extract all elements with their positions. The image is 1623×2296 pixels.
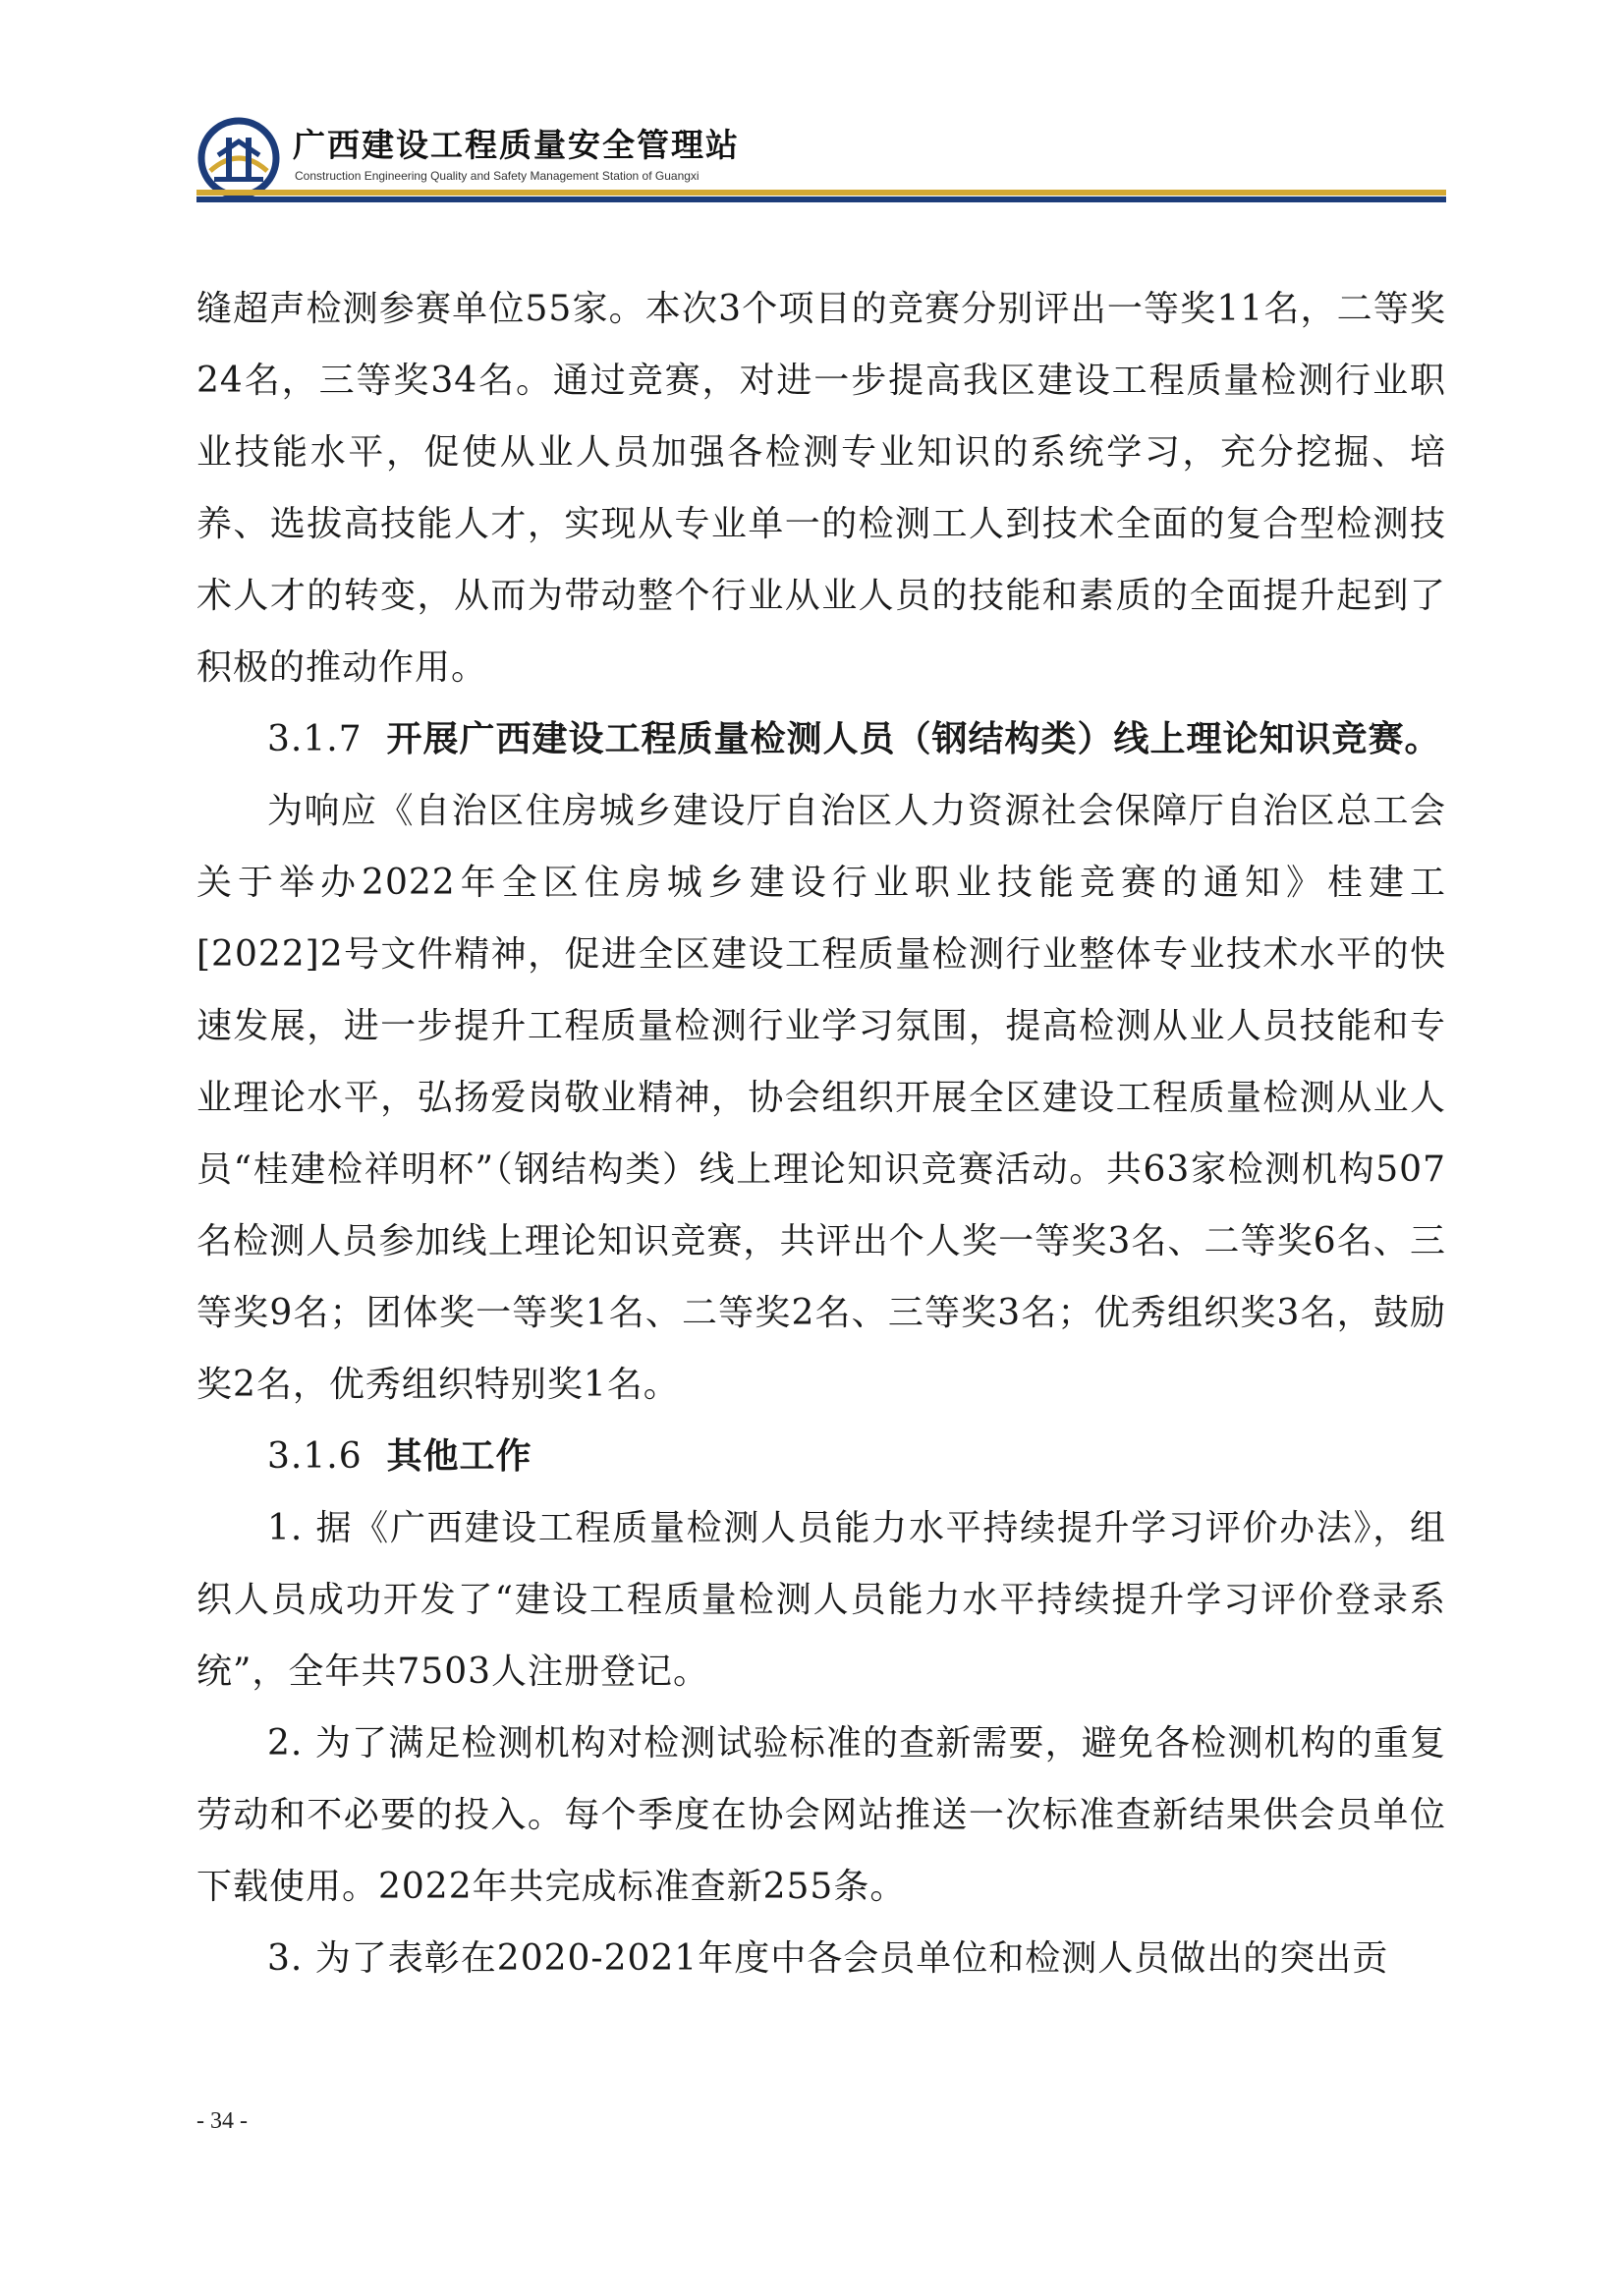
list-paragraph: 2. 为了满足检测机构对检测试验标准的查新需要，避免各检测机构的重复劳动和不必要的投入。每个季度在协会网站推送一次标准查新结果供会员单位下载使用。2022年共完成标准查新255条。 <box>196 1723 1446 1907</box>
org-name: 广西建设工程质量安全管理站 <box>293 126 740 164</box>
list-paragraph: 1. 据《广西建设工程质量检测人员能力水平持续提升学习评价办法》，组织人员成功开发了“建设工程质量检测人员能力水平持续提升学习评价登录系统”，全年共7503人注册登记。 <box>196 1508 1446 1692</box>
section-heading-3-1-7 <box>196 703 1446 775</box>
header-rule-navy <box>196 196 1446 202</box>
org-name-english: Construction Engineering Quality and Safety Management Station of Guangxi <box>295 169 700 183</box>
header-rule-gold <box>196 190 1446 196</box>
page-content <box>196 273 1446 1994</box>
section-number: 3.1.6 <box>267 1436 363 1477</box>
page-header <box>196 108 1446 206</box>
section-heading-3-1-6 <box>196 1421 1446 1492</box>
section-title: 开展广西建设工程质量检测人员（钢结构类）线上理论知识竞赛。 <box>386 718 1441 759</box>
paragraph: 缝超声检测参赛单位55家。本次3个项目的竞赛分别评出一等奖11名，二等奖24名，三等奖34名。通过竞赛，对进一步提高我区建设工程质量检测行业职业技能水平，促使从业人员加强各检测专业知识的系统学习，充分挖掘、培养、选拔高技能人才，实现从专业单一的检测工人到技术全面的复合型检测技术人才的转变，从而为带动整个行业从业人员的技能和素质的全面提升起到了积极的推动作用。 <box>196 289 1446 688</box>
section-title: 其他工作 <box>386 1435 532 1477</box>
list-paragraph: 3. 为了表彰在2020-2021年度中各会员单位和检测人员做出的突出贡 <box>267 1938 1389 1979</box>
page-number: - 34 - <box>196 2108 248 2134</box>
paragraph: 为响应《自治区住房城乡建设厅自治区人力资源社会保障厅自治区总工会关于举办2022年全区住房城乡建设行业职业技能竞赛的通知》桂建工[2022]2号文件精神，促进全区建设工程质量检测行业整体专业技术水平的快速发展，进一步提升工程质量检测行业学习氛围，提高检测从业人员技能和专业理论水平，弘扬爱岗敬业精神，协会组织开展全区建设工程质量检测从业人员“桂建检祥明杯”（钢结构类）线上理论知识竞赛活动。共63家检测机构507名检测人员参加线上理论知识竞赛，共评出个人奖一等奖3名、二等奖6名、三等奖9名；团体奖一等奖1名、二等奖2名、三等奖3名；优秀组织奖3名，鼓励奖2名，优秀组织特别奖1名。 <box>196 791 1446 1405</box>
section-number: 3.1.7 <box>267 719 363 759</box>
gxjz-logo-icon <box>196 116 281 200</box>
